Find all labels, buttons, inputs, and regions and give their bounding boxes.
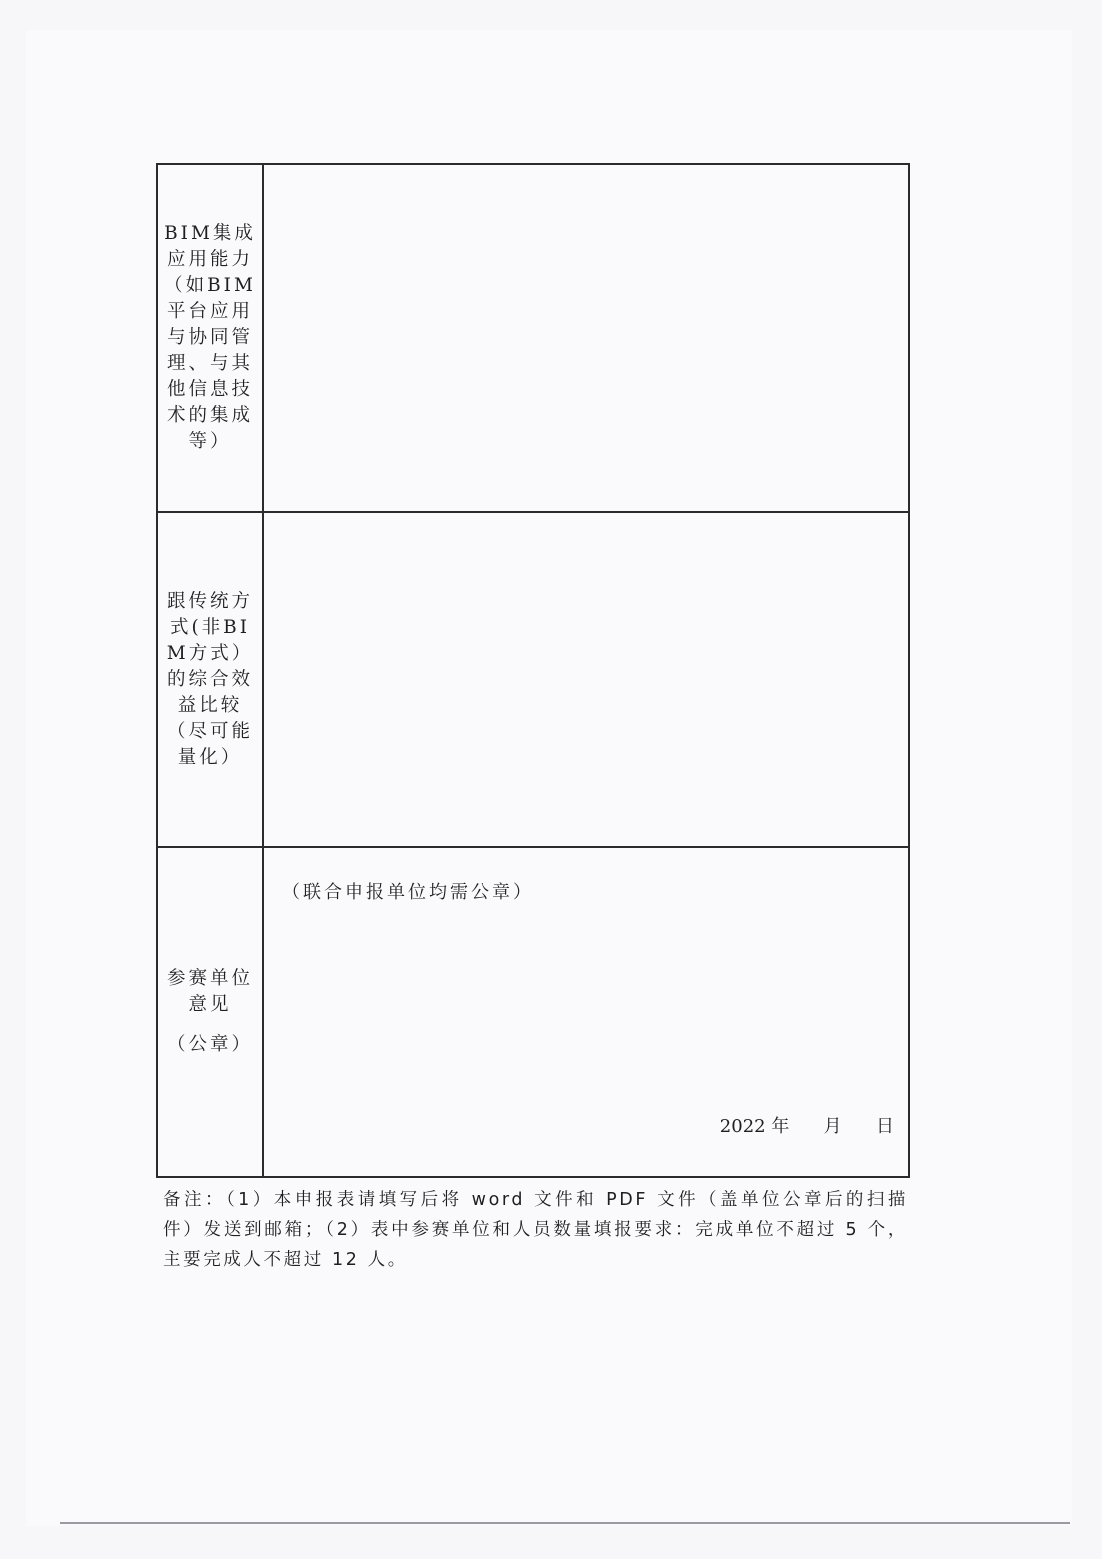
content-cell-benefit-comparison[interactable] <box>264 513 908 846</box>
date-line: 2022 年 月 日 <box>719 1116 894 1137</box>
row-label-unit-opinion <box>164 966 256 1058</box>
label-cell <box>158 165 264 511</box>
application-form-table <box>156 163 910 1178</box>
content-cell-bim-integration[interactable] <box>264 165 908 511</box>
row-label-bim-integration: BIM集成应用能力（如BIM平台应用与协同管理、与其他信息技术的集成等） <box>164 223 256 452</box>
table-row-benefit-comparison <box>158 511 908 846</box>
page-bottom-edge <box>60 1522 1070 1524</box>
table-row-unit-opinion <box>158 846 908 1176</box>
label-cell <box>158 848 264 1176</box>
joint-unit-seal-note: （联合申报单位均需公章） <box>282 882 534 903</box>
row-label-benefit-comparison: 跟传统方式(非BIM方式）的综合效益比较（尽可能量化） <box>166 590 254 768</box>
remark-note: 备注：（1）本申报表请填写后将 word 文件和 PDF 文件（盖单位公章后的扫描件）发送到邮箱；（2）表中参赛单位和人员数量填报要求：完成单位不超过 5 个，主要完成人不超过 12 人。 <box>163 1190 908 1270</box>
label-cell <box>158 513 264 846</box>
seal-label: （公章） <box>166 1034 253 1055</box>
unit-opinion-label: 参赛单位意见 <box>166 968 253 1015</box>
table-row-bim-integration <box>158 165 908 511</box>
content-cell-unit-opinion[interactable] <box>264 848 908 1176</box>
